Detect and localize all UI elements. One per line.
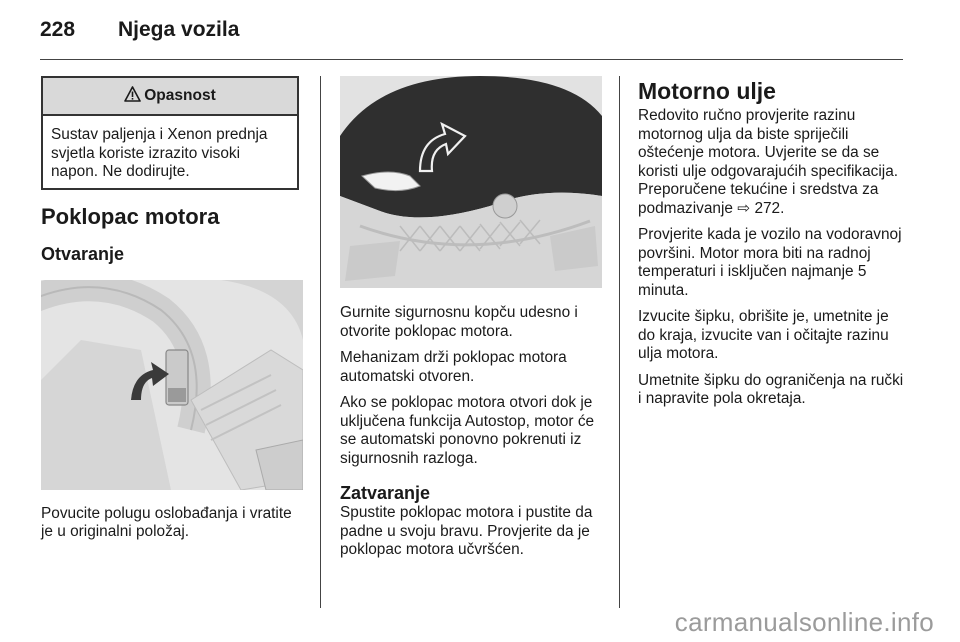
paragraph-push-clip: Gurnite sigurnosnu kopču udesno i otvorite poklopac motora.: [340, 304, 578, 340]
paragraph-oil-check-text: Redovito ručno provjerite razinu motornog ulja da biste spriječili oštećenje motora. Uvjerite se da se koristi ulje odgovarajućih specifikacija. Preporučene tekućine i sredstva za podmazivanje: [638, 107, 899, 217]
paragraph-insert-dipstick: Umetnite šipku do ograničenja na ručki i napravite pola okretaja.: [638, 371, 904, 407]
column-divider-2: [619, 76, 620, 608]
column-right: [638, 76, 906, 417]
section-subtitle: Otvaranje: [41, 243, 125, 264]
danger-text: Sustav paljenja i Xenon prednja svjetla koriste izrazito visoki napon. Ne dodirujte.: [51, 126, 268, 180]
page-header: [40, 18, 239, 48]
page-number: 228: [40, 18, 76, 41]
page-reference-link[interactable]: 272.: [754, 199, 785, 217]
header-divider: [40, 59, 903, 60]
section-title: Poklopac motora: [41, 203, 220, 229]
paragraph-level-surface: Provjerite kada je vozilo na vodoravnoj površini. Motor mora biti na radnoj temperaturi i isključen najmanje 5 minuta.: [638, 226, 902, 299]
paragraph-dipstick: Izvucite šipku, obrišite je, umetnite je do kraja, izvucite van i očitajte razinu ulja motora.: [638, 308, 889, 362]
figure-hood-latch: [340, 76, 602, 288]
paragraph-autostop: Ako se poklopac motora otvori dok je uključena funkcija Autostop, motor će se automatski ponovno pokrenuti iz sigurnosnih razloga.: [340, 394, 595, 467]
column-left: [41, 76, 303, 550]
closing-title: Zatvaranje: [340, 483, 431, 503]
paragraph-mechanism: Mehanizam drži poklopac motora automatski otvoren.: [340, 349, 567, 385]
paragraph-closing: Spustite poklopac motora i pustite da padne u svoju bravu. Provjerite da je poklopac motora učvršćen.: [340, 504, 593, 558]
column-divider-1: [320, 76, 321, 608]
figure-release-lever: [41, 280, 303, 490]
figure-caption: Povucite polugu oslobađanja i vratite je u originalni položaj.: [41, 504, 292, 540]
danger-label: Opasnost: [144, 87, 216, 104]
warning-triangle-icon: [124, 86, 141, 107]
chapter-title: Njega vozila: [118, 18, 240, 41]
column-middle: [340, 76, 602, 568]
watermark: carmanualsonline.info: [674, 607, 934, 637]
danger-header: [43, 78, 297, 116]
page-reference-arrow-icon: ⇨: [737, 199, 751, 217]
paragraph-oil-check: [638, 107, 906, 218]
danger-box: [41, 76, 299, 190]
oil-section-title: Motorno ulje: [638, 78, 776, 104]
